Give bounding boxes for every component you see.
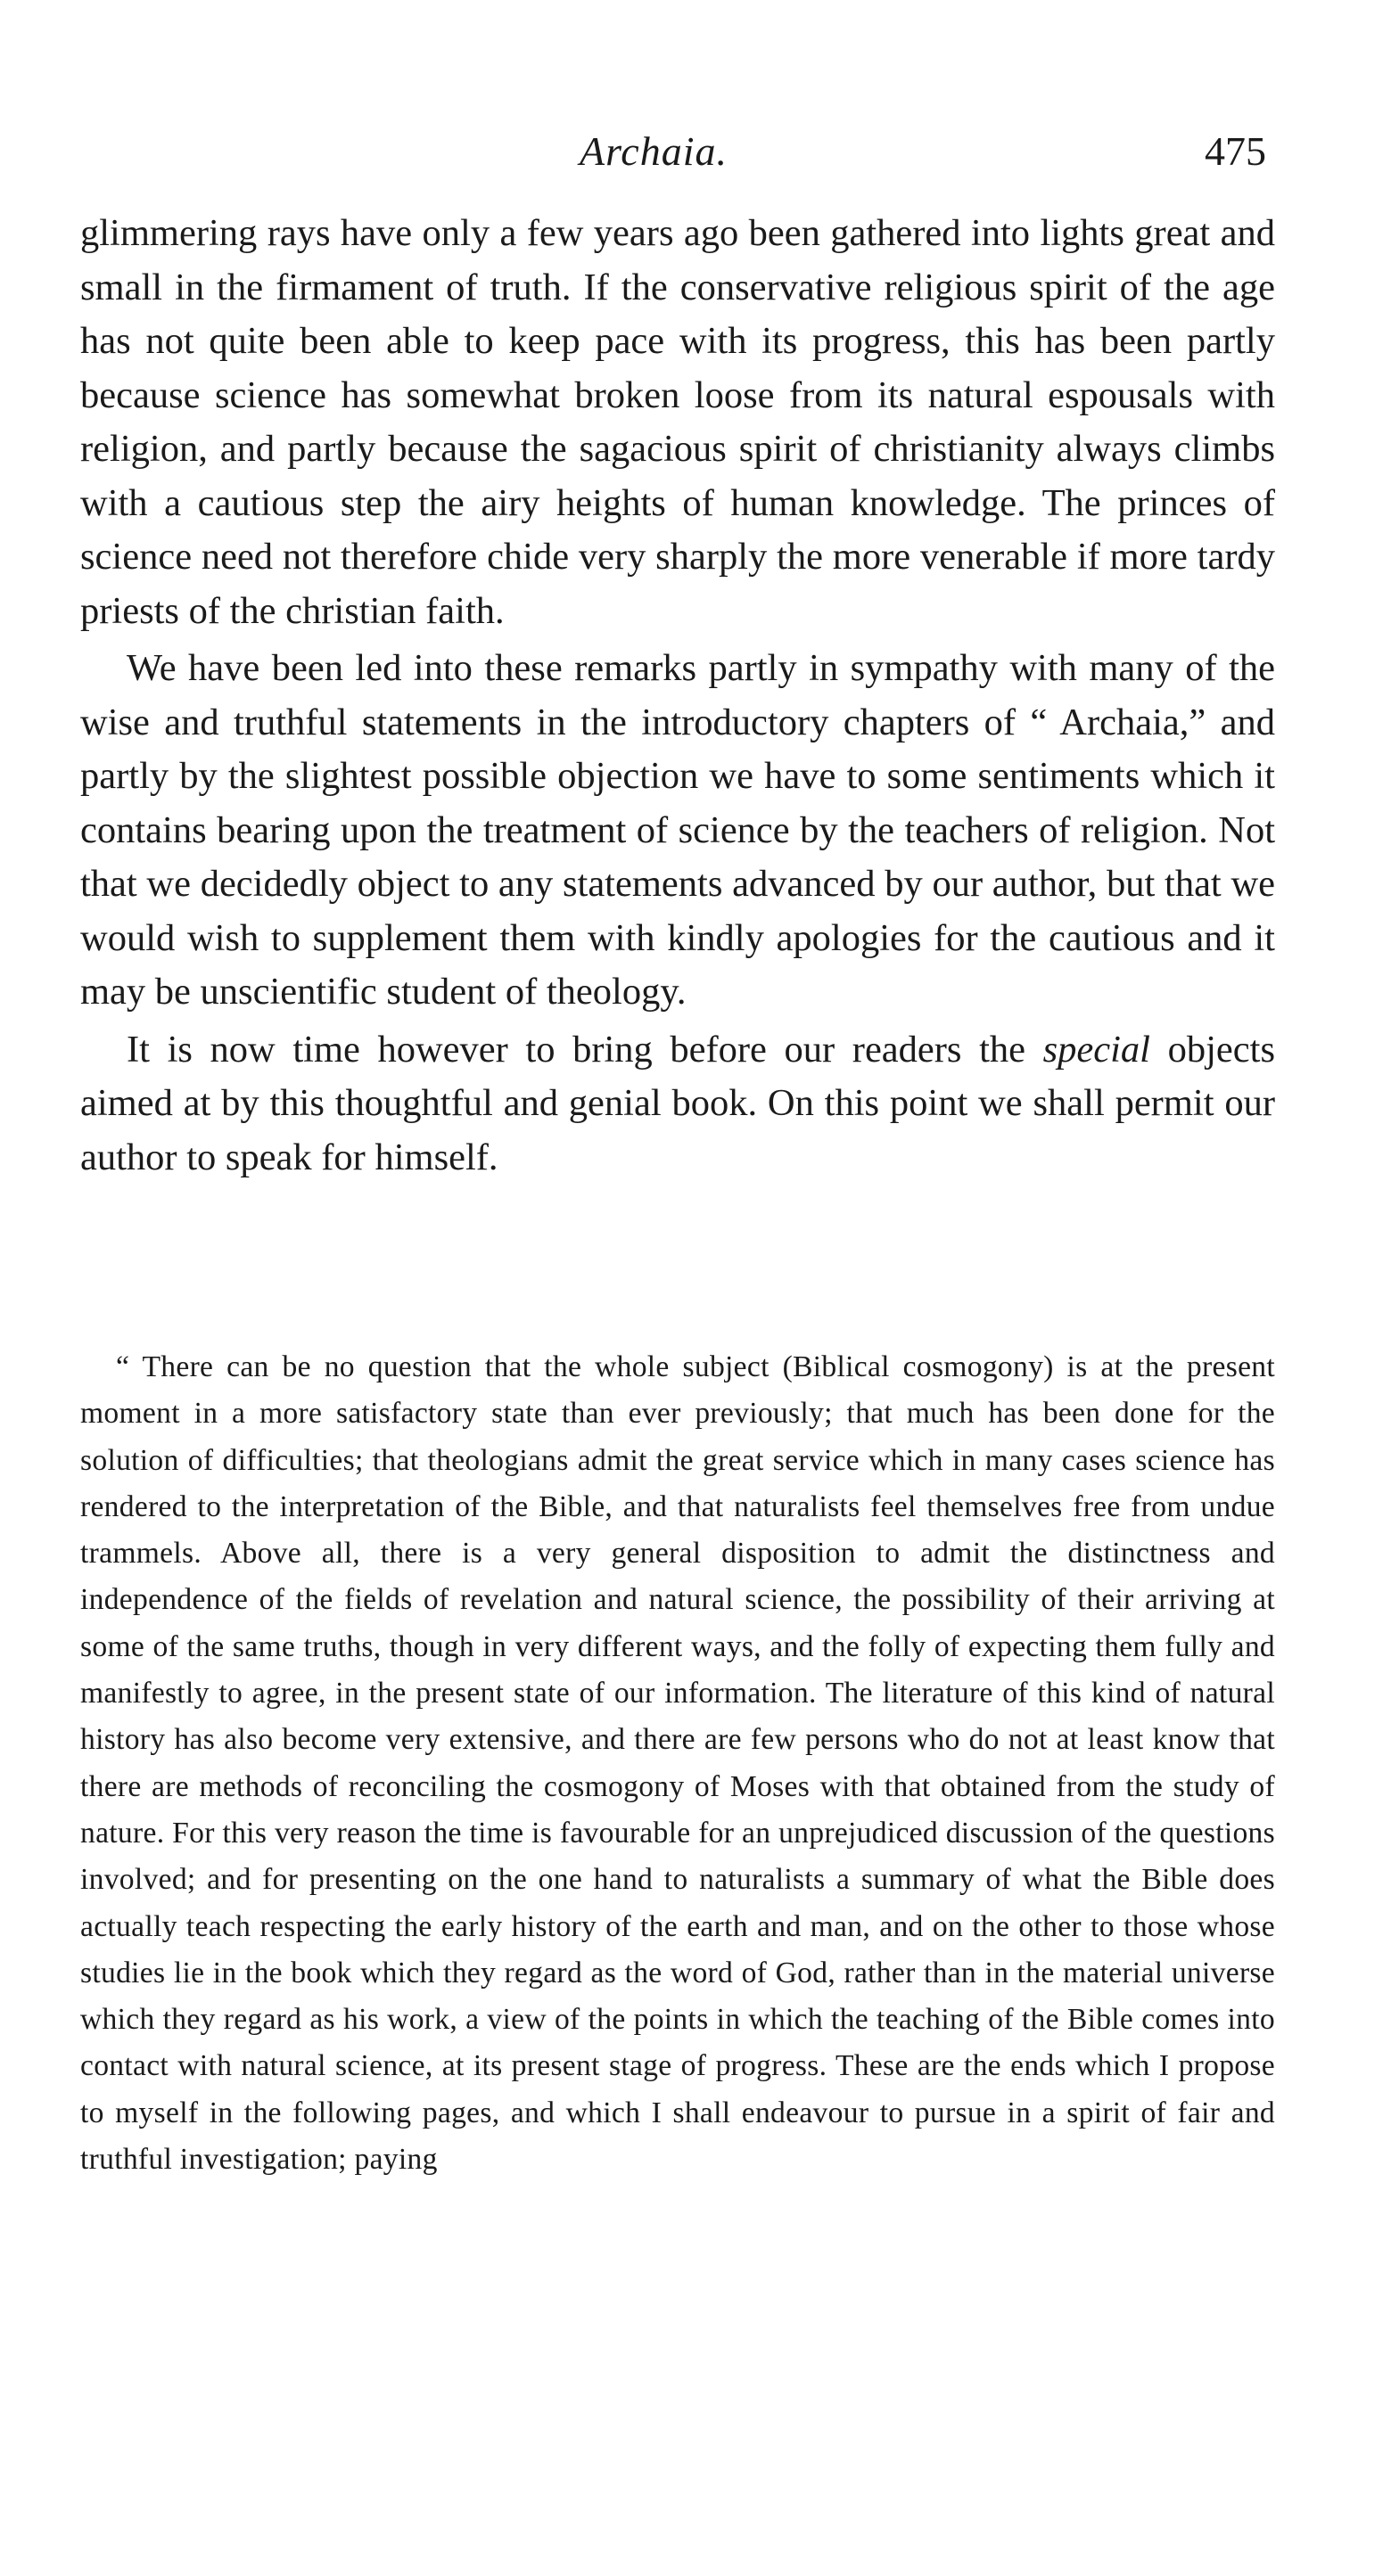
emphasis-special: special: [1042, 1028, 1150, 1071]
paragraph-text-before: It is now time however to bring before our readers the: [127, 1028, 1043, 1071]
running-title: Archaia.: [580, 128, 728, 174]
book-page: [80, 0, 1275, 2576]
quotation-text: “ There can be no question that the whole subject (Biblical cosmogony) is at the present moment in a more satisfactory state than ever previously; that much has been done for the solution of difficulties; that theologians admit the great service which in many cases science has rendered to the interpretation of the Bible, and that naturalists feel themselves free from undue trammels. Above all, there is a very general disposition to admit the distinctness and independence of the fields of revelation and natural science, the possibility of their arriving at some of the same truths, though in very different ways, and the folly of expecting them fully and manifestly to agree, in the present state of our information. The literature of this kind of natural history has also become very extensive, and there are few persons who do not at least know that there are methods of reconciling the cosmogony of Moses with that obtained from the study of nature. For this very reason the time is favourable for an unprejudiced discussion of the questions involved; and for presenting on the one hand to naturalists a summary of what the Bible does actually teach respecting the early history of the earth and man, and on the other to those whose studies lie in the book which they regard as the word of God, rather than in the material universe which they regard as his work, a view of the points in which the teaching of the Bible comes into contact with natural science, at its present stage of progress. These are the ends which I propose to myself in the following pages, and which I shall endeavour to pursue in a spirit of fair and truthful investigation; paying: [80, 1350, 1275, 2177]
paragraph-special-objects: [80, 1023, 1275, 1185]
paragraph-continuation: glimmering rays have only a few years ago been gathered into lights great and small in the firmament of truth. If the conservative religious spirit of the age has not quite been able to keep pace with its progress, this has been partly because science has somewhat broken loose from its natural espousals with religion, and partly because the sagacious spirit of christianity always climbs with a cautious step the airy heights of human knowledge. The princes of science need not therefore chide very sharply the more venerable if more tardy priests of the christian faith.: [80, 212, 1275, 632]
paragraph-text-after: objects aimed at by this thoughtful and genial book. On this point we shall permit our author to speak for himself.: [80, 1028, 1275, 1178]
body-text: [80, 207, 1275, 1185]
page-number: 475: [1205, 128, 1266, 174]
block-quotation: [80, 1344, 1275, 2183]
paragraph-remarks: We have been led into these remarks partly in sympathy with many of the wise and truthful statements in the introductory chapters of “ Archaia,” and partly by the slightest possible objection we have to some sentiments which it contains bearing upon the treatment of science by the teachers of religion. Not that we decidedly object to any statements advanced by our author, but that we would wish to supplement them with kindly apologies for the cautious and it may be unscientific student of theology.: [80, 647, 1275, 1013]
running-head: [80, 125, 1275, 178]
